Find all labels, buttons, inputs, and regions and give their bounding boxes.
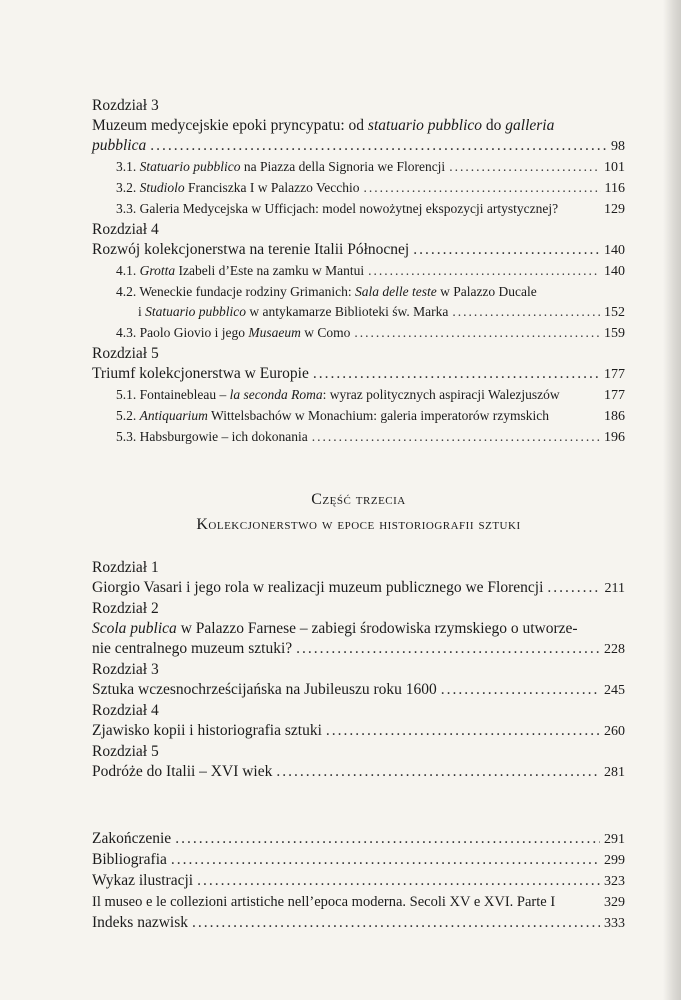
toc-title: Zjawisko kopii i historiografia sztuki (92, 722, 322, 739)
page-number: 281 (604, 765, 625, 780)
toc-row[interactable] (92, 364, 625, 385)
page-number: 186 (604, 409, 625, 424)
toc-title: Bibliografia (92, 851, 167, 868)
page-number: 101 (604, 160, 625, 175)
leader-dots (452, 302, 600, 322)
toc-row[interactable] (92, 850, 625, 871)
part-heading: Część trzecia (311, 491, 406, 508)
leader-dots (175, 829, 600, 849)
leader-dots (197, 871, 600, 891)
chapter-label: Rozdział 4 (92, 702, 159, 719)
page-number: 291 (604, 832, 625, 847)
leader-dots (368, 261, 600, 281)
chapter-label: Rozdział 5 (92, 743, 159, 760)
toc-title: Il museo e le collezioni artistiche nell’epoca moderna. Secoli XV e XVI. Parte I (92, 894, 556, 910)
toc-title: 5.1. Fontainebleau – la seconda Roma: wyraz politycznych aspiracji Walezjuszów (116, 387, 560, 402)
toc-title: Triumf kolekcjonerstwa w Europie (92, 365, 309, 382)
leader-dots (354, 323, 600, 343)
title-text: Muzeum medycejskie epoki pryncypatu: od (92, 117, 368, 134)
leader-dots (449, 157, 600, 177)
page-edge-shadow (663, 0, 681, 1000)
leader-dots (326, 721, 600, 741)
page-number: 129 (604, 202, 625, 217)
toc-entry-line: Scola publica w Palazzo Farnese – zabiegi środowiska rzymskiego o utworze- (92, 620, 578, 637)
toc-row[interactable] (92, 240, 625, 261)
toc-row[interactable] (92, 178, 625, 199)
leader-dots (296, 639, 600, 659)
toc-title: 3.2. Studiolo Franciszka I w Palazzo Vecchio (116, 180, 360, 195)
page-number: 177 (604, 367, 625, 382)
toc-row[interactable] (92, 578, 625, 599)
toc-title: Giorgio Vasari i jego rola w realizacji muzeum publicznego we Florencji (92, 579, 544, 596)
toc-row[interactable] (92, 427, 625, 448)
table-of-contents (92, 96, 625, 934)
toc-title: 3.3. Galeria Medycejska w Ufficjach: model nowożytnej ekspozycji artystycznej? (116, 201, 559, 216)
toc-row[interactable] (92, 385, 625, 406)
toc-row[interactable] (92, 261, 625, 282)
page-number: 98 (611, 139, 625, 154)
page-number: 260 (604, 724, 625, 739)
page-number: 140 (604, 243, 625, 258)
toc-row[interactable] (92, 136, 625, 157)
leader-dots (413, 240, 600, 260)
toc-row[interactable] (92, 913, 625, 934)
leader-dots (547, 578, 600, 598)
toc-row[interactable] (92, 406, 625, 427)
page-number: 323 (604, 874, 625, 889)
page-number: 177 (604, 388, 625, 403)
toc-title: Podróże do Italii – XVI wiek (92, 763, 273, 780)
chapter-label: Rozdział 4 (92, 221, 159, 238)
chapter-label: Rozdział 2 (92, 600, 159, 617)
leader-dots (276, 762, 600, 782)
chapter-label: Rozdział 1 (92, 559, 159, 576)
page-number: 228 (604, 642, 625, 657)
page-number: 299 (604, 853, 625, 868)
leader-dots (441, 680, 600, 700)
chapter-label: Rozdział 3 (92, 97, 159, 114)
toc-row[interactable] (92, 157, 625, 178)
toc-row[interactable] (92, 829, 625, 850)
toc-row[interactable] (92, 199, 625, 220)
leader-dots (313, 364, 600, 384)
page-number: 211 (604, 581, 625, 596)
toc-title: nie centralnego muzeum sztuki? (92, 640, 293, 657)
leader-dots (150, 136, 607, 156)
chapter-label: Rozdział 3 (92, 661, 159, 678)
chapter-label: Rozdział 5 (92, 345, 159, 362)
leader-dots (171, 850, 600, 870)
toc-title: i Statuario pubblico w antykamarze Biblioteki św. Marka (138, 304, 449, 319)
toc-title: 5.2. Antiquarium Wittelsbachów w Monachium: galeria imperatorów rzymskich (116, 408, 550, 423)
toc-title: Zakończenie (92, 830, 172, 847)
toc-title: Wykaz ilustracji (92, 872, 194, 889)
part-title: Kolekcjonerstwo w epoce historiografii sztuki (196, 516, 521, 533)
toc-title: 3.1. Statuario pubblico na Piazza della Signoria we Florencji (116, 159, 446, 174)
toc-title: pubblica (92, 137, 147, 154)
page-number: 245 (604, 683, 625, 698)
toc-title: Indeks nazwisk (92, 914, 188, 931)
title-italic: statuario pubblico (367, 117, 483, 134)
page-number: 140 (604, 264, 625, 279)
toc-title: 5.3. Habsburgowie – ich dokonania (116, 429, 308, 444)
title-italic: galleria (505, 117, 555, 134)
page-number: 329 (604, 895, 625, 910)
page-number: 159 (604, 326, 625, 341)
leader-dots (312, 427, 600, 447)
page-number: 333 (604, 916, 625, 931)
chapter-title (92, 116, 625, 136)
leader-dots (192, 913, 600, 933)
toc-title: 4.1. Grotta Izabeli d’Este na zamku w Mantui (116, 263, 365, 278)
toc-entry-line: 4.2. Weneckie fundacje rodziny Grimanich: Sala delle teste w Palazzo Ducale (116, 284, 537, 299)
toc-row[interactable] (92, 680, 625, 701)
toc-row[interactable] (92, 302, 625, 323)
toc-row[interactable] (92, 639, 625, 660)
page-number: 196 (604, 430, 625, 445)
leader-dots (363, 178, 600, 198)
toc-title: Rozwój kolekcjonerstwa na terenie Italii Północnej (92, 241, 410, 258)
page-number: 152 (604, 305, 625, 320)
toc-row[interactable] (92, 721, 625, 742)
toc-row[interactable] (92, 762, 625, 783)
toc-title: Sztuka wczesnochrześcijańska na Jubileuszu roku 1600 (92, 681, 437, 698)
toc-row[interactable] (92, 871, 625, 892)
title-text: do (482, 117, 506, 134)
toc-title: 4.3. Paolo Giovio i jego Musaeum w Como (116, 325, 351, 340)
toc-row[interactable] (92, 892, 625, 913)
page-number: 116 (604, 181, 625, 196)
toc-row[interactable] (92, 323, 625, 344)
